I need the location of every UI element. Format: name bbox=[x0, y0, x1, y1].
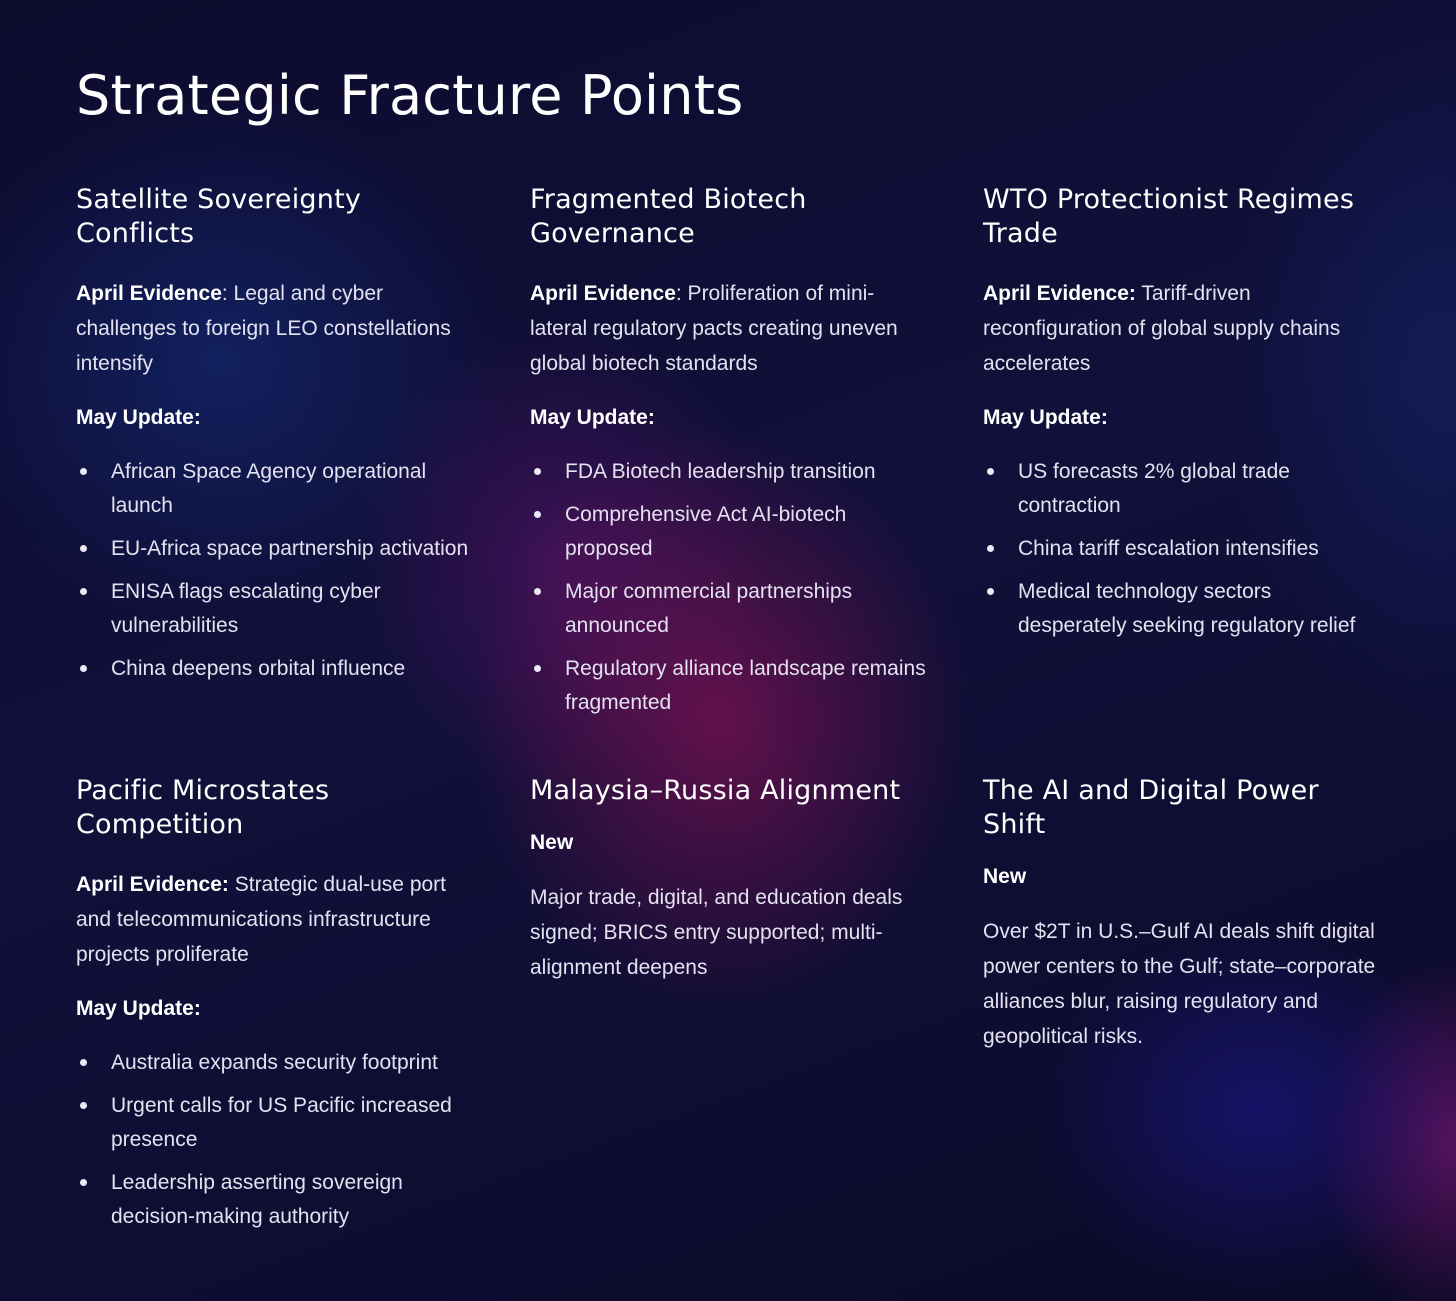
section-heading: WTO Protectionist Regimes Trade bbox=[983, 184, 1355, 249]
list-item-text: African Space Agency operational launch bbox=[111, 460, 427, 517]
list-item-text: Regulatory alliance landscape remains fragmented bbox=[565, 657, 926, 714]
evidence-text: : Proliferation of mini-lateral regulatory pacts creating uneven global biotech standards bbox=[530, 282, 898, 375]
list-item bbox=[76, 1046, 476, 1080]
list-item bbox=[76, 1089, 476, 1157]
section-body: Major trade, digital, and education deals signed; BRICS entry supported; multi-alignment deepens bbox=[530, 886, 903, 979]
list-item bbox=[983, 575, 1383, 643]
section-heading: Malaysia–Russia Alignment bbox=[530, 775, 901, 806]
section-heading: The AI and Digital Power Shift bbox=[983, 775, 1319, 840]
section-pacific-microstates bbox=[76, 774, 476, 1243]
list-item-text: Australia expands security footprint bbox=[111, 1051, 438, 1074]
may-update-label: May Update: bbox=[983, 406, 1108, 429]
update-list bbox=[76, 1046, 476, 1234]
update-list bbox=[76, 455, 476, 686]
list-item-text: EU-Africa space partnership activation bbox=[111, 537, 469, 560]
bullet-icon bbox=[987, 545, 994, 552]
list-item bbox=[76, 575, 476, 643]
section-biotech-governance bbox=[530, 183, 930, 729]
section-heading: Satellite Sovereignty Conflicts bbox=[76, 184, 362, 249]
april-evidence bbox=[530, 276, 930, 381]
list-item bbox=[76, 532, 476, 566]
bullet-icon bbox=[80, 545, 87, 552]
list-item bbox=[76, 652, 476, 686]
april-evidence bbox=[76, 867, 476, 972]
new-badge: New bbox=[530, 831, 574, 854]
section-wto-protectionist bbox=[983, 183, 1383, 652]
list-item-text: US forecasts 2% global trade contraction bbox=[1018, 460, 1290, 517]
bullet-icon bbox=[534, 511, 541, 518]
may-update-label: May Update: bbox=[76, 406, 201, 429]
section-heading: Pacific Microstates Competition bbox=[76, 775, 330, 840]
bullet-icon bbox=[534, 468, 541, 475]
may-update-label: May Update: bbox=[530, 406, 655, 429]
evidence-label: April Evidence: bbox=[76, 873, 229, 896]
evidence-label: April Evidence bbox=[530, 282, 676, 305]
list-item bbox=[76, 455, 476, 523]
list-item bbox=[530, 455, 930, 489]
list-item bbox=[76, 1166, 476, 1234]
april-evidence bbox=[76, 276, 476, 381]
bullet-icon bbox=[534, 588, 541, 595]
update-list bbox=[530, 455, 930, 720]
evidence-text: : Legal and cyber challenges to foreign LEO constellations intensify bbox=[76, 282, 451, 375]
bullet-icon bbox=[80, 665, 87, 672]
evidence-label: April Evidence: bbox=[983, 282, 1136, 305]
list-item bbox=[983, 532, 1383, 566]
new-badge: New bbox=[983, 865, 1027, 888]
list-item bbox=[530, 575, 930, 643]
bullet-icon bbox=[534, 665, 541, 672]
list-item-text: Medical technology sectors desperately seeking regulatory relief bbox=[1018, 580, 1356, 637]
list-item-text: Leadership asserting sovereign decision-making authority bbox=[111, 1171, 403, 1228]
list-item-text: China deepens orbital influence bbox=[111, 657, 406, 680]
section-satellite-sovereignty bbox=[76, 183, 476, 695]
section-ai-digital-power bbox=[983, 774, 1383, 1054]
section-heading: Fragmented Biotech Governance bbox=[530, 184, 807, 249]
bullet-icon bbox=[80, 1102, 87, 1109]
bullet-icon bbox=[80, 468, 87, 475]
may-update-label: May Update: bbox=[76, 997, 201, 1020]
bullet-icon bbox=[987, 588, 994, 595]
page-title: Strategic Fracture Points bbox=[76, 64, 744, 127]
list-item-text: Comprehensive Act AI-biotech proposed bbox=[565, 503, 847, 560]
bullet-icon bbox=[80, 1059, 87, 1066]
list-item bbox=[530, 498, 930, 566]
list-item-text: China tariff escalation intensifies bbox=[1018, 537, 1319, 560]
bullet-icon bbox=[987, 468, 994, 475]
list-item bbox=[983, 455, 1383, 523]
list-item-text: FDA Biotech leadership transition bbox=[565, 460, 876, 483]
list-item-text: Urgent calls for US Pacific increased presence bbox=[111, 1094, 452, 1151]
evidence-text: Tariff-driven reconfiguration of global supply chains accelerates bbox=[983, 282, 1341, 375]
april-evidence bbox=[983, 276, 1383, 381]
bullet-icon bbox=[80, 1179, 87, 1186]
section-body: Over $2T in U.S.–Gulf AI deals shift digital power centers to the Gulf; state–corporate alliances blur, raising regulatory and geopolitical risks. bbox=[983, 920, 1376, 1048]
section-malaysia-russia bbox=[530, 774, 940, 985]
list-item-text: Major commercial partnerships announced bbox=[565, 580, 853, 637]
list-item bbox=[530, 652, 930, 720]
evidence-label: April Evidence bbox=[76, 282, 222, 305]
update-list bbox=[983, 455, 1383, 643]
list-item-text: ENISA flags escalating cyber vulnerabilities bbox=[111, 580, 381, 637]
bullet-icon bbox=[80, 588, 87, 595]
evidence-text: Strategic dual-use port and telecommunications infrastructure projects proliferate bbox=[76, 873, 447, 966]
